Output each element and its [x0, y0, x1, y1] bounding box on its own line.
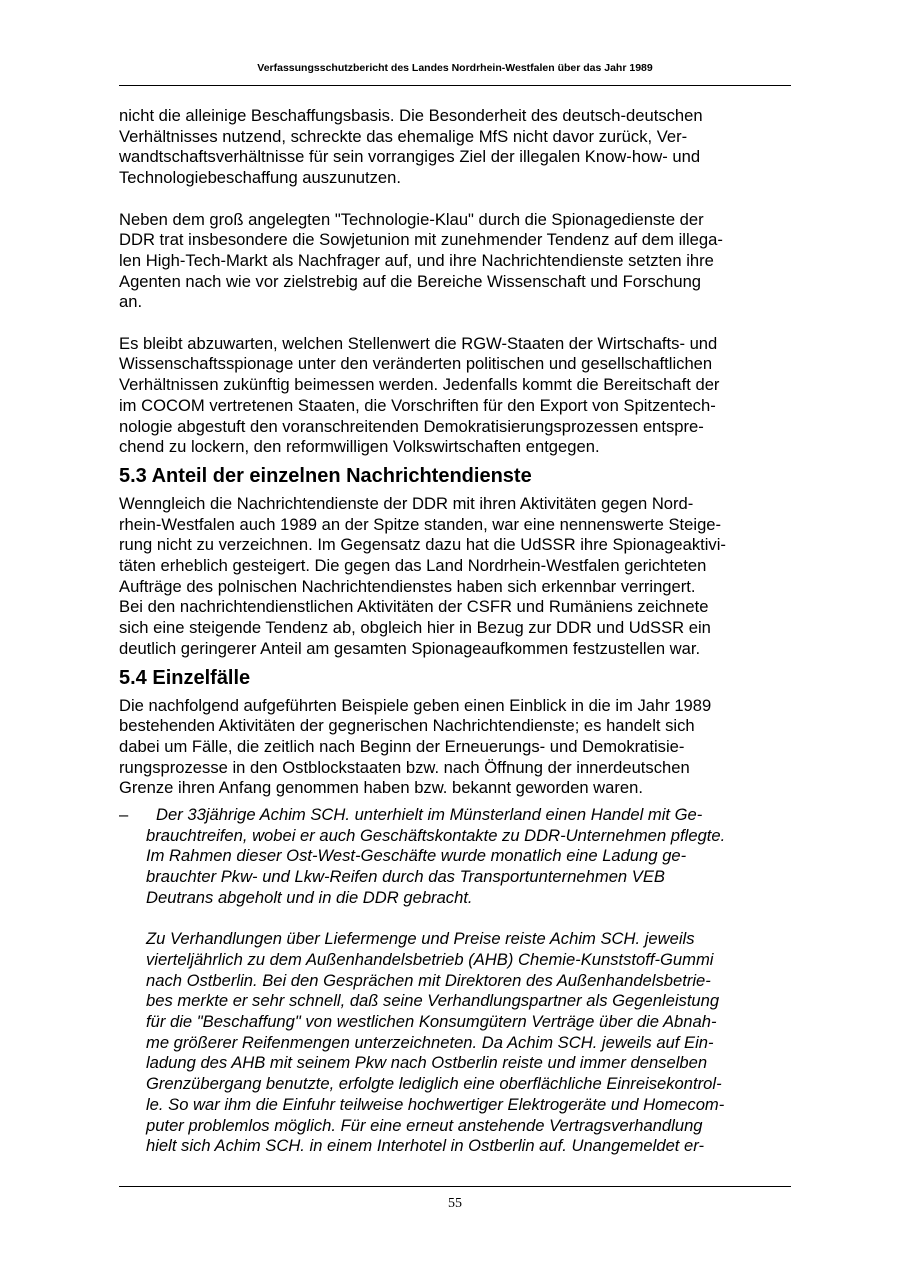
case-list-item: [119, 805, 791, 1157]
paragraph-1: nicht die alleinige Beschaffungsbasis. Die Besonderheit des deutsch-deutschen Verhältnisses nutzend, schreckte das ehemalige MfS nicht davor zurück, Ver- wandtschaftsverhältnisse für sein vorrangiges Ziel der illegalen Know-how- und Technologiebeschaffung auszunutzen.: [119, 106, 703, 188]
page-number: 55: [448, 1196, 462, 1211]
section-heading-5-4: 5.4 Einzelfälle: [119, 666, 251, 689]
case-paragraph-1: Der 33jährige Achim SCH. unterhielt im Münsterland einen Handel mit Ge- brauchtreifen, wobei er auch Geschäftskontakte zu DDR-Unternehmen pflegte. Im Rahmen dieser Ost-West-Geschäfte wurde monatlich eine Ladung ge- brauchter Pkw- und Lkw-Reifen durch das Transportunternehmen VEB Deutrans abgeholt und in die DDR gebracht.: [146, 805, 726, 907]
running-header: Verfassungsschutzbericht des Landes Nordrhein-Westfalen über das Jahr 1989: [257, 62, 653, 74]
footer-rule: [119, 1186, 791, 1187]
section-5-4-intro: Die nachfolgend aufgeführten Beispiele geben einen Einblick in die im Jahr 1989 bestehenden Aktivitäten der gegnerischen Nachrichtendienste; es handelt sich dabei um Fälle, die zeitlich nach Beginn der Erneuerungs- und Demokratisie- rungsprozesse in den Ostblockstaaten bzw. nach Öffnung der innerdeutschen Grenze ihren Anfang genommen haben bzw. bekannt geworden waren.: [119, 695, 712, 798]
page-content: [119, 106, 791, 1157]
dash-bullet: –: [119, 805, 129, 825]
case-paragraph-2: Zu Verhandlungen über Liefermenge und Preise reiste Achim SCH. jeweils vierteljährlich zu dem Außenhandelsbetrieb (AHB) Chemie-Kunststoff-Gummi nach Ostberlin. Bei den Gesprächen mit Direktoren des Außenhandelsbetrie- bes merkte er sehr schnell, daß seine Verhandlungspartner als Gegenleistung für die "Beschaffung" von westlichen Konsumgütern Verträge über die Abnah- me größerer Reifenmengen unterzeichneten. Da Achim SCH. jeweils auf Ein- ladung des AHB mit seinem Pkw nach Ostberlin reiste und immer denselben Grenzübergang benutzte, erfolgte lediglich eine oberflächliche Einreisekontrol- le. So war ihm die Einfuhr teilweise hochwertiger Elektrogeräte und Homecom- puter problemlos möglich. Für eine erneut anstehende Vertragsverhandlung hielt sich Achim SCH. in einem Interhotel in Ostberlin auf. Unangemeldet er-: [146, 929, 725, 1156]
header-rule: [119, 85, 791, 86]
paragraph-2: Neben dem groß angelegten "Technologie-Klau" durch die Spionagedienste der DDR trat insbesondere die Sowjetunion mit zunehmender Tendenz auf dem illega- len High-Tech-Markt als Nachfrager auf, und ihre Nachrichtendienste setzten ihre Agenten nach wie vor zielstrebig auf die Bereiche Wissenschaft und Forschung an.: [119, 209, 723, 312]
section-heading-5-3: 5.3 Anteil der einzelnen Nachrichtendienste: [119, 464, 532, 487]
paragraph-3: Es bleibt abzuwarten, welchen Stellenwert die RGW-Staaten der Wirtschafts- und Wissenschaftsspionage unter den veränderten politischen und gesellschaftlichen Verhältnissen zukünftig beimessen werden. Jedenfalls kommt die Bereitschaft der im COCOM vertretenen Staaten, die Vorschriften für den Export von Spitzentech- nologie abgestuft den voranschreitenden Demokratisierungsprozessen entspre- chend zu lockern, den reformwilligen Volkswirtschaften entgegen.: [119, 333, 720, 457]
section-5-3-body: Wenngleich die Nachrichtendienste der DDR mit ihren Aktivitäten gegen Nord- rhein-Westfalen auch 1989 an der Spitze standen, war eine nennenswerte Steige- rung nicht zu verzeichnen. Im Gegensatz dazu hat die UdSSR ihre Spionageaktivi- täten erheblich gesteigert. Die gegen das Land Nordrhein-Westfalen gerichteten Aufträge des polnischen Nachrichtendienstes haben sich erkennbar verringert. Bei den nachrichtendienstlichen Aktivitäten der CSFR und Rumäniens zeichnete sich eine steigende Tendenz ab, obgleich hier in Bezug zur DDR und UdSSR ein deutlich geringerer Anteil am gesamten Spionageaufkommen festzustellen war.: [119, 493, 726, 658]
